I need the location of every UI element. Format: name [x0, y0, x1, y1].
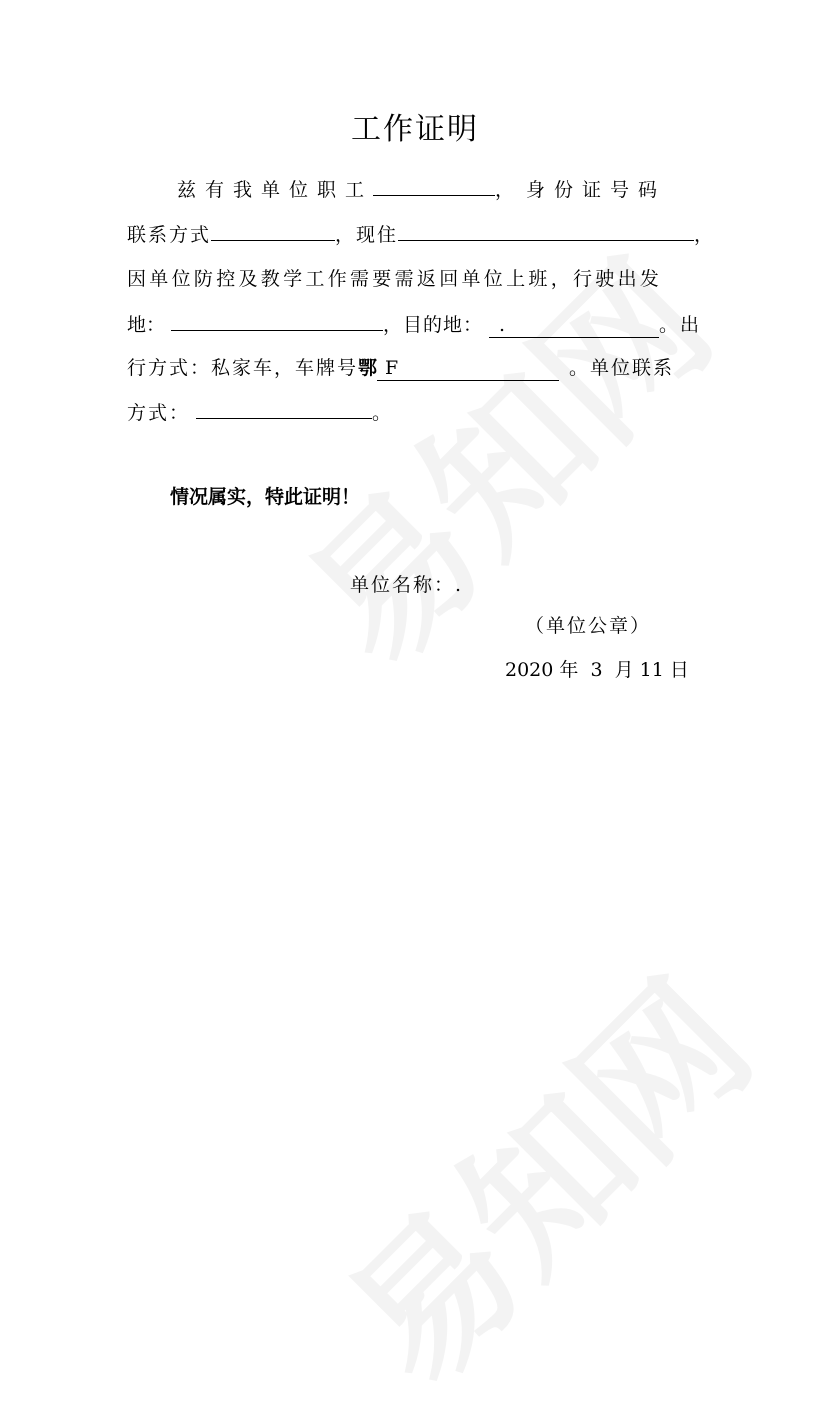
- address-label: ，现住: [335, 224, 399, 246]
- unit-contact-blank: [196, 400, 372, 419]
- contact-blank: [211, 222, 335, 241]
- departure-label: 地：: [127, 314, 166, 336]
- body-line-2: 联系方式 ，现住 ，: [127, 224, 714, 246]
- unit-seal: （单位公章）: [525, 615, 652, 637]
- unit-name: 单位名称：.: [350, 574, 464, 596]
- address-blank: [398, 222, 694, 241]
- employee-label: 兹有我单位职工: [177, 179, 374, 201]
- document-title: 工作证明: [351, 112, 479, 147]
- plate-blank: F: [377, 356, 559, 381]
- plate-prefix: 鄂: [358, 357, 378, 379]
- unit-contact-label: 方式：: [127, 402, 191, 424]
- watermark: [289, 924, 791, 1426]
- destination-blank: .: [489, 313, 659, 338]
- departure-blank: [171, 312, 383, 331]
- body-line-1: 兹有我单位职工 ， 身份证号码: [177, 179, 667, 201]
- transport-label: 行方式：私家车，车牌号: [127, 357, 359, 379]
- contact-label: 联系方式: [127, 224, 212, 246]
- body-line-3: 因单位防控及教学工作需要需返回单位上班，行驶出发: [127, 268, 663, 290]
- id-number-label: 身份证号码: [526, 179, 667, 201]
- body-line-5: 行方式：私家车，车牌号鄂 F 。单位联系: [127, 357, 675, 379]
- document-date: 2020 年 3 月 11 日: [505, 659, 689, 681]
- body-line-4: 地： ，目的地： . 。出: [127, 314, 702, 336]
- destination-label: ，目的地：: [383, 314, 484, 336]
- body-line-6: 方式： 。: [127, 402, 392, 424]
- employee-name-blank: [373, 177, 495, 196]
- closing-statement: 情况属实，特此证明！: [170, 486, 361, 508]
